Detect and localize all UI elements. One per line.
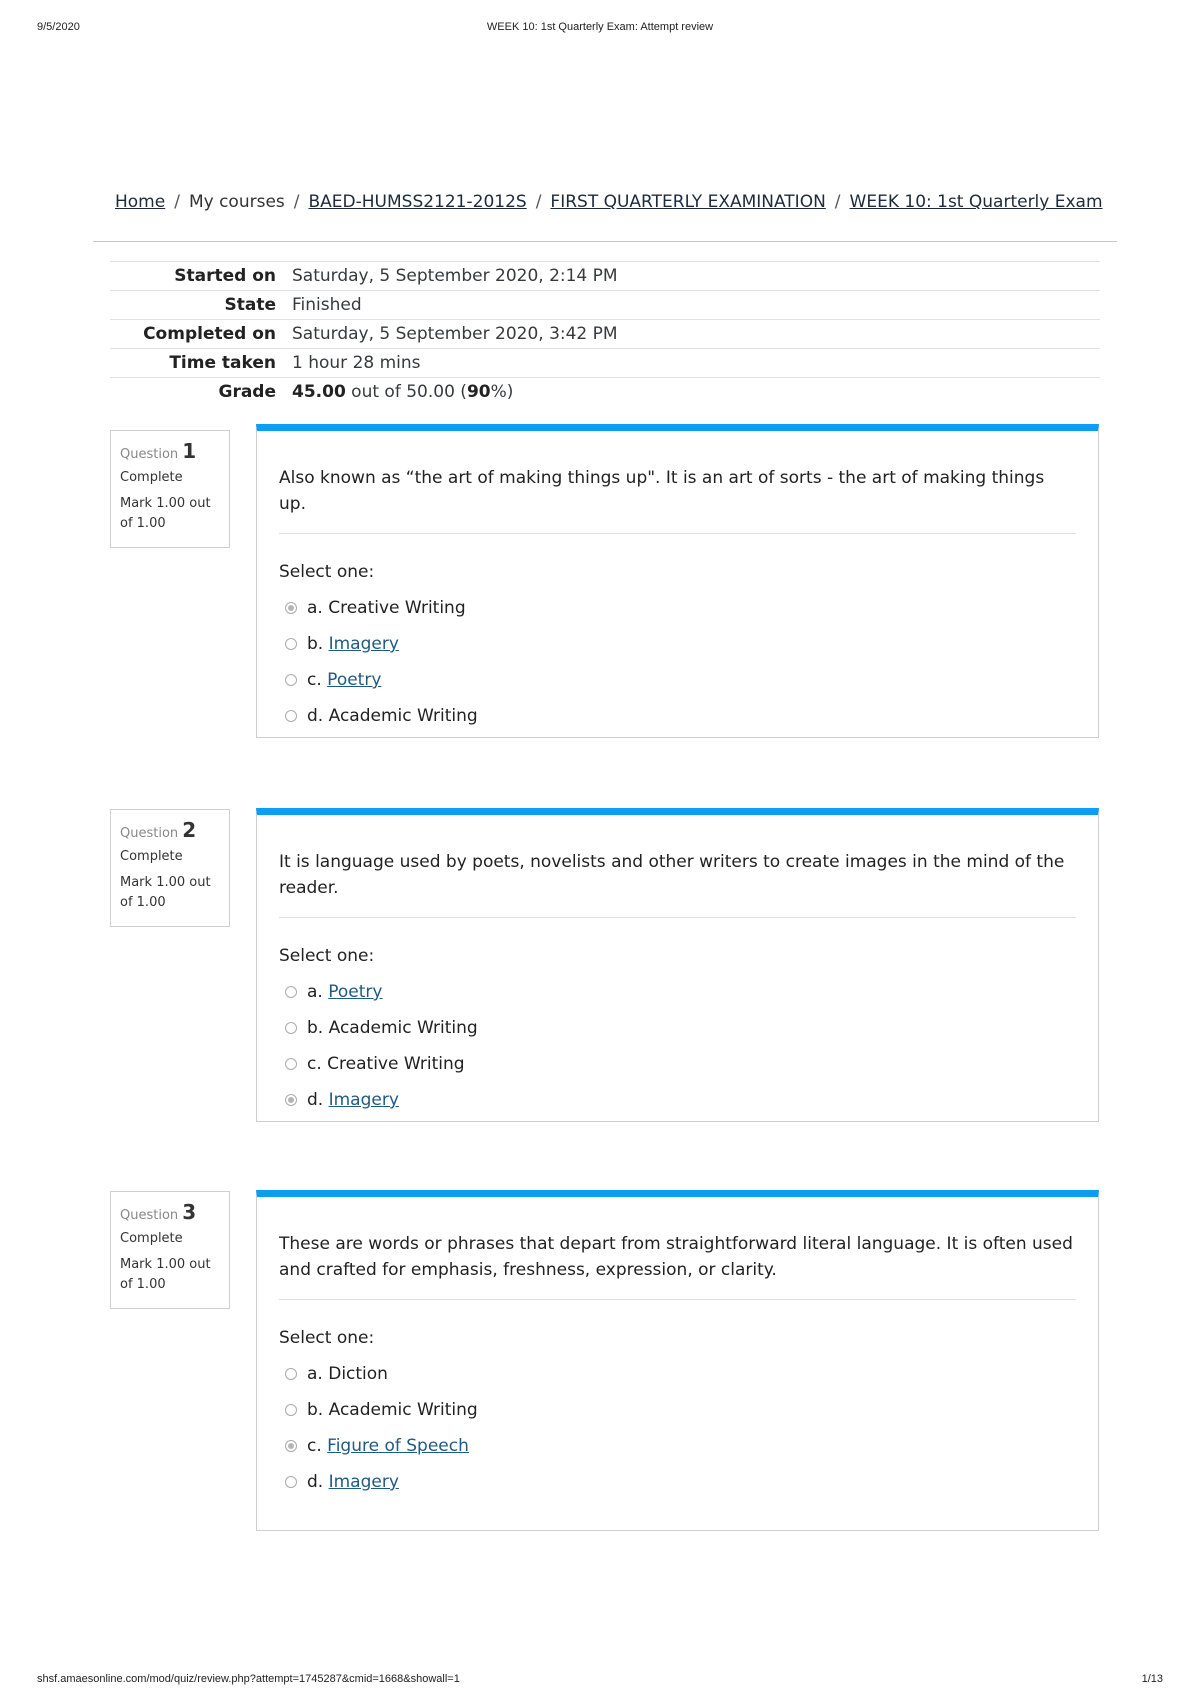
- print-date: 9/5/2020: [37, 21, 80, 33]
- grade-score: 45.00: [292, 382, 346, 403]
- summary-value-grade: [284, 378, 1100, 407]
- answer-letter: d.: [307, 1472, 324, 1492]
- select-one-prompt: Select one:: [279, 562, 375, 582]
- question-info-3: [110, 1191, 230, 1309]
- select-one-prompt: Select one:: [279, 946, 375, 966]
- print-page-number: 1/13: [1141, 1673, 1163, 1685]
- radio-button[interactable]: [285, 674, 297, 686]
- answer-letter: d.: [307, 1090, 324, 1110]
- answer-letter: b.: [307, 1018, 324, 1038]
- summary-label-state: State: [224, 295, 276, 315]
- answer-text: Creative Writing: [327, 1054, 465, 1074]
- answer-label: [307, 1018, 478, 1038]
- question-text: These are words or phrases that depart from straightforward literal language. It is often used and crafted for emphasis, freshness, expression, or clarity.: [279, 1231, 1076, 1300]
- radio-button[interactable]: [285, 1058, 297, 1070]
- question-text: Also known as “the art of making things up". It is an art of sorts - the art of making things up.: [279, 465, 1076, 534]
- summary-label-completed: Completed on: [143, 324, 276, 344]
- summary-label-time: Time taken: [169, 353, 276, 373]
- answer-glossary-link[interactable]: Poetry: [328, 982, 383, 1002]
- answer-text: Academic Writing: [328, 1018, 478, 1038]
- breadcrumb-separator: /: [834, 192, 841, 212]
- breadcrumb-section[interactable]: FIRST QUARTERLY EXAMINATION: [550, 192, 826, 212]
- answer-option-b[interactable]: [279, 1392, 1076, 1428]
- question-state: Complete: [120, 470, 183, 485]
- answer-option-c[interactable]: [279, 662, 1076, 698]
- question-mark: Mark 1.00 out of 1.00: [120, 1257, 211, 1292]
- answer-option-a[interactable]: [279, 590, 1076, 626]
- breadcrumb-separator: /: [293, 192, 300, 212]
- grade-end: %): [490, 382, 514, 403]
- summary-label-started: Started on: [174, 266, 276, 286]
- answer-label: [307, 1090, 399, 1110]
- question-info-2: [110, 809, 230, 927]
- answer-label: [307, 706, 478, 726]
- answer-glossary-link[interactable]: Poetry: [327, 670, 382, 690]
- summary-row: [110, 349, 1100, 378]
- answer-letter: c.: [307, 1436, 322, 1456]
- radio-button-selected[interactable]: [285, 1440, 297, 1452]
- answer-label: [307, 1436, 469, 1456]
- summary-row: [110, 291, 1100, 320]
- summary-row: [110, 320, 1100, 349]
- radio-button-selected[interactable]: [285, 1094, 297, 1106]
- answer-text: Academic Writing: [328, 706, 478, 726]
- breadcrumb-separator: /: [535, 192, 542, 212]
- answer-option-b[interactable]: [279, 626, 1076, 662]
- grade-middle: out of 50.00 (: [345, 382, 467, 403]
- answer-list: [279, 1356, 1076, 1500]
- breadcrumb-course[interactable]: BAED-HUMSS2121-2012S: [308, 192, 527, 212]
- answer-letter: c.: [307, 1054, 322, 1074]
- answer-option-c[interactable]: [279, 1428, 1076, 1464]
- question-label: Question: [120, 447, 179, 462]
- breadcrumb-separator: /: [174, 192, 180, 212]
- radio-button[interactable]: [285, 710, 297, 722]
- attempt-summary-table: [110, 261, 1100, 407]
- answer-label: [307, 598, 466, 618]
- breadcrumb: [115, 192, 1115, 212]
- answer-list: [279, 590, 1076, 734]
- radio-button[interactable]: [285, 1022, 297, 1034]
- answer-letter: a.: [307, 598, 323, 618]
- answer-letter: d.: [307, 706, 324, 726]
- summary-value-completed: Saturday, 5 September 2020, 3:42 PM: [292, 324, 618, 344]
- answer-label: [307, 670, 381, 690]
- answer-label: [307, 1472, 399, 1492]
- summary-label-grade: Grade: [218, 382, 276, 403]
- radio-button[interactable]: [285, 1368, 297, 1380]
- question-number: [120, 818, 220, 842]
- radio-button[interactable]: [285, 638, 297, 650]
- question-content-1: [256, 424, 1099, 738]
- answer-label: [307, 982, 382, 1002]
- answer-option-c[interactable]: [279, 1046, 1076, 1082]
- answer-label: [307, 1054, 465, 1074]
- question-mark: Mark 1.00 out of 1.00: [120, 875, 211, 910]
- print-title: WEEK 10: 1st Quarterly Exam: Attempt review: [486, 21, 714, 33]
- summary-row: [110, 378, 1100, 407]
- question-state: Complete: [120, 1231, 183, 1246]
- answer-text: Academic Writing: [328, 1400, 478, 1420]
- answer-letter: b.: [307, 634, 324, 654]
- question-label: Question: [120, 1208, 179, 1223]
- answer-letter: c.: [307, 670, 322, 690]
- question-content-3: [256, 1190, 1099, 1531]
- answer-option-d[interactable]: [279, 1082, 1076, 1118]
- answer-letter: a.: [307, 1364, 323, 1384]
- answer-label: [307, 1400, 478, 1420]
- question-number: [120, 1200, 220, 1224]
- radio-button-selected[interactable]: [285, 602, 297, 614]
- breadcrumb-my-courses: My courses: [188, 192, 285, 212]
- answer-option-d[interactable]: [279, 698, 1076, 734]
- question-number-value: 3: [182, 1200, 197, 1224]
- answer-option-a[interactable]: [279, 1356, 1076, 1392]
- radio-button[interactable]: [285, 986, 297, 998]
- header-divider: [93, 241, 1117, 242]
- answer-glossary-link[interactable]: Imagery: [328, 634, 399, 654]
- answer-text: Diction: [328, 1364, 388, 1384]
- summary-value-time: 1 hour 28 mins: [292, 353, 421, 373]
- breadcrumb-quiz[interactable]: WEEK 10: 1st Quarterly Exam: [849, 192, 1103, 212]
- print-footer: [37, 1673, 1163, 1687]
- answer-option-d[interactable]: [279, 1464, 1076, 1500]
- radio-button[interactable]: [285, 1404, 297, 1416]
- radio-button[interactable]: [285, 1476, 297, 1488]
- answer-text: Creative Writing: [328, 598, 466, 618]
- question-info-1: [110, 430, 230, 548]
- answer-letter: a.: [307, 982, 323, 1002]
- answer-glossary-link[interactable]: Imagery: [328, 1090, 399, 1110]
- summary-row: [110, 262, 1100, 291]
- question-text: It is language used by poets, novelists and other writers to create images in the mind of the reader.: [279, 849, 1076, 918]
- answer-letter: b.: [307, 1400, 324, 1420]
- answer-label: [307, 1364, 388, 1384]
- question-label: Question: [120, 826, 179, 841]
- question-number-value: 1: [182, 439, 197, 463]
- grade-percent: 90: [466, 382, 491, 403]
- select-one-prompt: Select one:: [279, 1328, 375, 1348]
- print-header: [37, 21, 1163, 35]
- answer-label: [307, 634, 399, 654]
- question-number-value: 2: [182, 818, 197, 842]
- summary-value-state: Finished: [292, 295, 362, 315]
- breadcrumb-home[interactable]: Home: [115, 192, 166, 212]
- answer-option-b[interactable]: [279, 1010, 1076, 1046]
- question-mark: Mark 1.00 out of 1.00: [120, 496, 211, 531]
- answer-list: [279, 974, 1076, 1118]
- print-url: shsf.amaesonline.com/mod/quiz/review.php?attempt=1745287&cmid=1668&showall=1: [37, 1673, 460, 1685]
- answer-glossary-link[interactable]: Figure of Speech: [327, 1436, 469, 1456]
- answer-option-a[interactable]: [279, 974, 1076, 1010]
- question-state: Complete: [120, 849, 183, 864]
- summary-value-started: Saturday, 5 September 2020, 2:14 PM: [292, 266, 618, 286]
- answer-glossary-link[interactable]: Imagery: [328, 1472, 399, 1492]
- question-content-2: [256, 808, 1099, 1122]
- question-number: [120, 439, 220, 463]
